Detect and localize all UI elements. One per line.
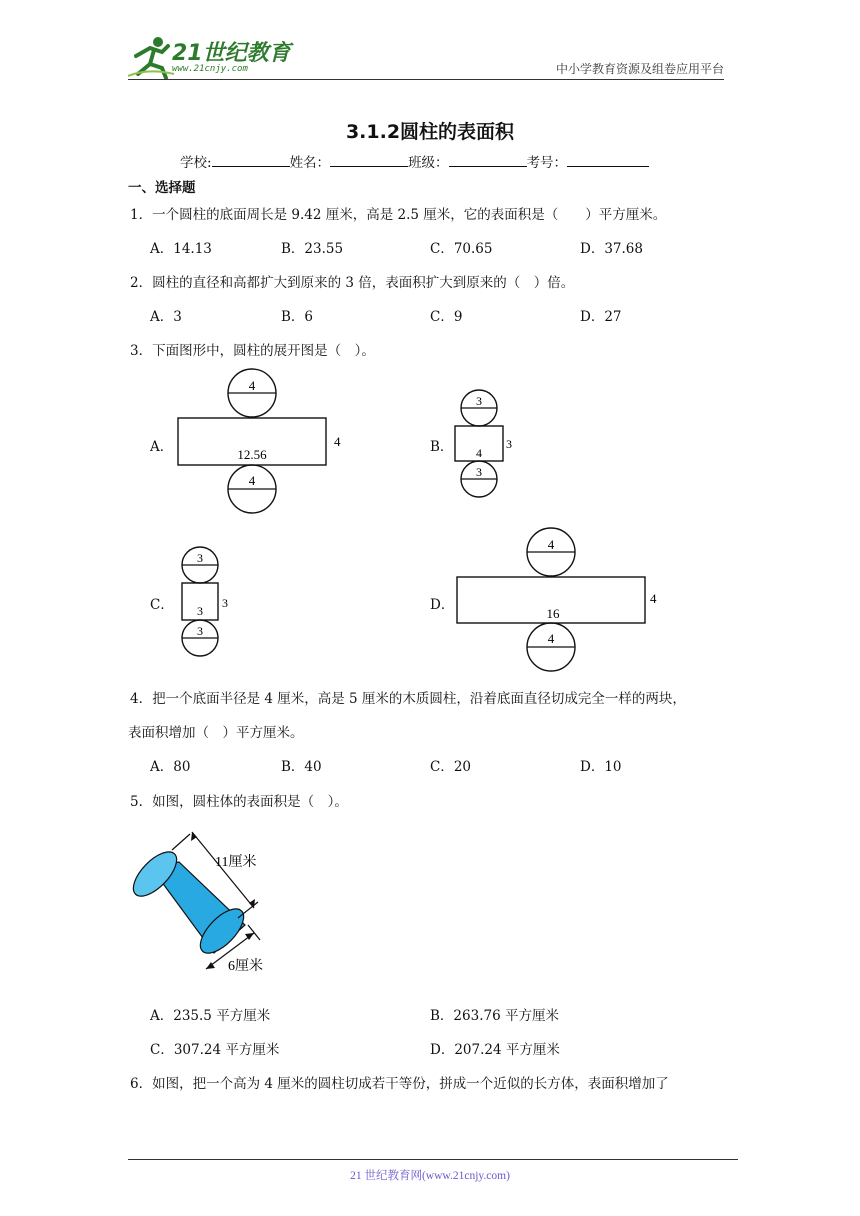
q5-option-a[interactable]: A．235.5 平方厘米: [150, 1008, 271, 1024]
cylinder-figure: [128, 828, 278, 978]
section-heading: 一、选择题: [128, 180, 196, 196]
q1-option-d[interactable]: D．37.68: [580, 241, 643, 257]
class-label: 班级：: [408, 155, 449, 171]
question-1: 1．一个圆柱的底面周长是 9.42 厘米，高是 2.5 厘米，它的表面积是（ ）平方厘米。: [130, 207, 667, 223]
q2-option-b[interactable]: B．6: [281, 309, 314, 325]
runner-logo-icon: [128, 34, 178, 80]
fig-c-height-label: 3: [222, 596, 228, 610]
page-title: 3.1.2圆柱的表面积: [345, 121, 515, 143]
fig-d-bottom-label: 4: [547, 631, 555, 646]
q1-option-b[interactable]: B．23.55: [281, 241, 344, 257]
q4-option-b[interactable]: B．40: [281, 759, 322, 775]
net-figure-d: [450, 527, 670, 675]
fig-c-top-label: 3: [197, 551, 203, 565]
net-figure-a: [170, 368, 350, 518]
fig-c-length-label: 3: [197, 604, 203, 618]
net-figure-b: [450, 386, 530, 501]
q2-option-d[interactable]: D．27: [580, 309, 622, 325]
q4-option-c[interactable]: C．20: [430, 759, 472, 775]
school-label: 学校:: [180, 155, 212, 171]
name-label: 姓名：: [289, 155, 331, 171]
question-4-line-1: 4．把一个底面半径是 4 厘米，高是 5 厘米的木质圆柱，沿着底面直径切成完全一样的两块，: [130, 691, 686, 707]
q5-option-c[interactable]: C．307.24 平方厘米: [150, 1042, 280, 1058]
name-blank[interactable]: [330, 152, 408, 167]
fig-d-height-label: 4: [650, 591, 657, 606]
q2-option-a[interactable]: A．3: [150, 309, 182, 325]
fig-b-height-label: 3: [506, 437, 512, 451]
fig-c-bottom-label: 3: [197, 624, 203, 638]
fig-a-length-label: 12.56: [237, 447, 267, 462]
net-figure-c: [175, 545, 245, 660]
logo-text: 21世纪教育: [172, 41, 291, 66]
q2-option-c[interactable]: C．9: [430, 309, 463, 325]
fig-b-length-label: 4: [476, 446, 482, 460]
footer-divider: [128, 1159, 738, 1160]
question-3: 3．下面图形中，圆柱的展开图是（ ）。: [130, 343, 375, 359]
q3-option-a[interactable]: A．: [150, 439, 174, 455]
fig-a-top-label: 4: [248, 378, 256, 393]
q3-option-b[interactable]: B．: [430, 439, 454, 455]
exam-no-label: 考号：: [526, 155, 568, 171]
q4-option-a[interactable]: A．80: [150, 759, 191, 775]
q3-option-c[interactable]: C．: [150, 597, 174, 613]
fig-d-top-label: 4: [547, 537, 555, 552]
cylinder-length-label: 11厘米: [215, 855, 257, 870]
footer-text[interactable]: 21 世纪教育网(www.21cnjy.com): [350, 1170, 510, 1182]
question-2: 2．圆柱的直径和高都扩大到原来的 3 倍，表面积扩大到原来的（ ）倍。: [130, 275, 575, 291]
q1-option-c[interactable]: C．70.65: [430, 241, 493, 257]
question-6: 6．如图，把一个高为 4 厘米的圆柱切成若干等份，拼成一个近似的长方体，表面积增加了: [130, 1076, 669, 1092]
fig-b-top-label: 3: [476, 394, 482, 408]
fig-a-height-label: 4: [334, 434, 341, 449]
student-info: [180, 151, 649, 171]
platform-label: 中小学教育资源及组卷应用平台: [555, 62, 724, 76]
exam-no-blank[interactable]: [567, 152, 649, 167]
q3-option-d[interactable]: D．: [430, 597, 455, 613]
q5-option-b[interactable]: B．263.76 平方厘米: [430, 1008, 559, 1024]
class-blank[interactable]: [449, 152, 527, 167]
school-blank[interactable]: [212, 152, 290, 167]
logo-url: www.21cnjy.com: [172, 64, 248, 74]
header-divider: [128, 79, 724, 80]
fig-b-bottom-label: 3: [476, 465, 482, 479]
cylinder-diameter-label: 6厘米: [228, 959, 263, 974]
q4-option-d[interactable]: D．10: [580, 759, 622, 775]
q5-option-d[interactable]: D．207.24 平方厘米: [430, 1042, 560, 1058]
question-5: 5．如图，圆柱体的表面积是（ ）。: [130, 794, 348, 810]
fig-a-bottom-label: 4: [248, 473, 256, 488]
q1-option-a[interactable]: A．14.13: [150, 241, 212, 257]
fig-d-length-label: 16: [546, 606, 560, 621]
question-4-line-2: 表面积增加（ ）平方厘米。: [128, 725, 304, 741]
